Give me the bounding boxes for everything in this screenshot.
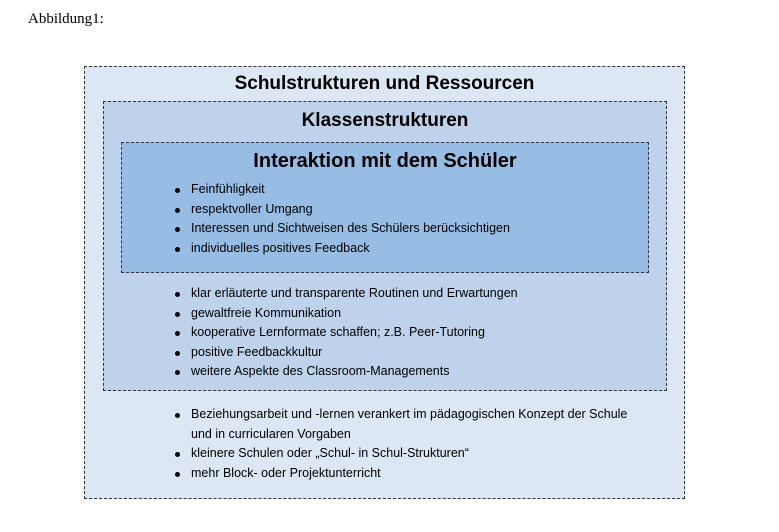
figure-caption: Abbildung1: (28, 11, 104, 27)
list-item: Beziehungsarbeit und -lernen verankert im pädagogischen Konzept der Schule und in curricularen Vorgaben (175, 405, 635, 444)
list-item: klar erläuterte und transparente Routinen und Erwartungen (175, 284, 518, 304)
list-item: weitere Aspekte des Classroom-Managements (175, 362, 518, 382)
list-item: Feinfühligkeit (175, 180, 510, 200)
list-item: kleinere Schulen oder „Schul- in Schul-Strukturen“ (175, 444, 635, 464)
list-item: individuelles positives Feedback (175, 239, 510, 259)
list-item: respektvoller Umgang (175, 200, 510, 220)
inner-bullet-list (175, 180, 510, 258)
list-item: mehr Block- oder Projektunterricht (175, 464, 635, 484)
list-item: Interessen und Sichtweisen des Schülers berücksichtigen (175, 219, 510, 239)
list-item: gewaltfreie Kommunikation (175, 304, 518, 324)
list-item: kooperative Lernformate schaffen; z.B. Peer-Tutoring (175, 323, 518, 343)
middle-box-title: Klassenstrukturen (301, 110, 469, 131)
list-item: positive Feedbackkultur (175, 343, 518, 363)
inner-box-title: Interaktion mit dem Schüler (253, 150, 517, 172)
outer-box-title: Schulstrukturen und Ressourcen (234, 73, 535, 94)
middle-bullet-list (175, 284, 518, 382)
outer-bullet-list (175, 405, 635, 483)
